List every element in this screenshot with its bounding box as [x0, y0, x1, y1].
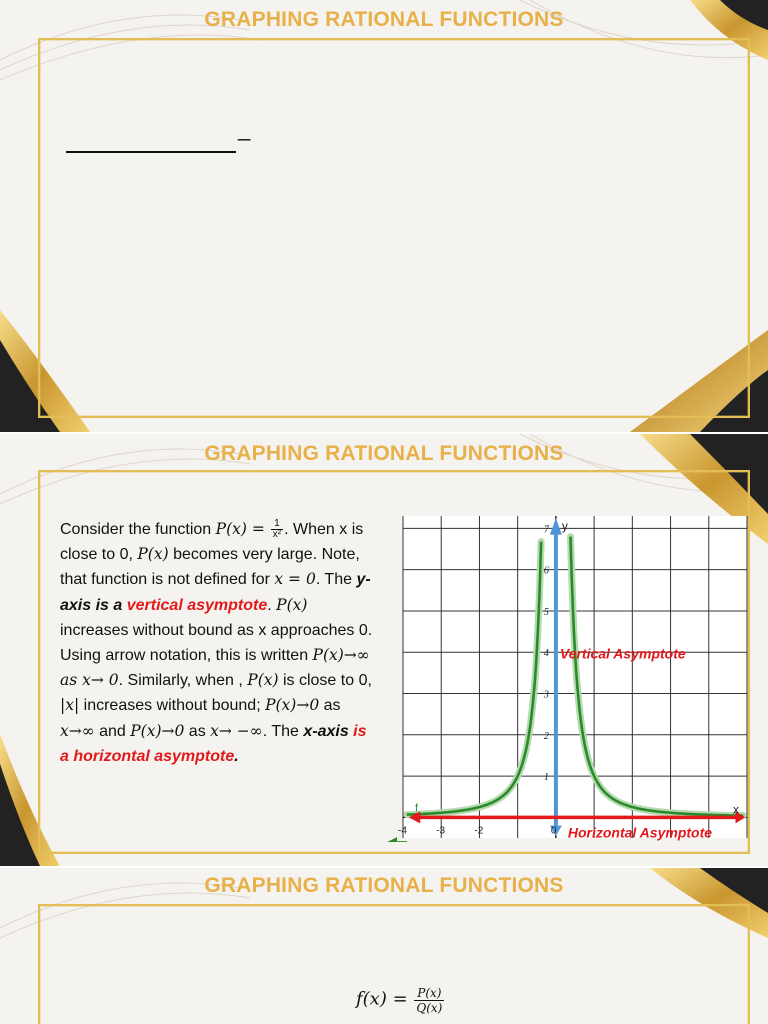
blank-line [66, 151, 236, 153]
y-tick-label: 1 [543, 772, 549, 784]
horizontal-asymptote-label: Horizontal Asymptote [567, 824, 713, 841]
slide-title: GRAPHING RATIONAL FUNCTIONS [204, 442, 564, 465]
slide-3 [0, 868, 768, 1024]
content-frame [38, 38, 750, 418]
x-tick-label: -4 [398, 825, 407, 837]
fraction-1-over-x-squared: $\frac{1}{\text{x²}}$ [272, 518, 282, 541]
slide-title: GRAPHING RATIONAL FUNCTIONS [204, 874, 564, 897]
x-tick-label: 0 [550, 825, 557, 837]
reciprocal-square-chart [385, 512, 750, 842]
x-tick-label: -2 [474, 825, 484, 837]
y-tick-label: 6 [543, 565, 549, 577]
y-axis-label: y [561, 519, 568, 533]
x-tick-label: -3 [436, 825, 446, 837]
vertical-asymptote-label: Vertical Asymptote [559, 645, 686, 662]
slide-1 [0, 0, 768, 432]
function-label: f [415, 802, 419, 815]
rational-function-formula: f(x) = $\frac{P(x)}{Q(x)}$ [356, 986, 443, 1015]
y-tick-label: 4 [543, 648, 549, 660]
explanation-paragraph: Consider the function P(x) = $\frac{1}{\text{x²}}$ . When x is close to 0, P(x) becomes very large. Note, that function is not defined for x = 0. The y-axis is a vertical asymptote. P(x) increases without bound as x approaches 0. Using arrow notation, this is written P(x)→∞ as x→ 0. Similarly, when , P(x) is close to 0, |x| increases without bound; P(x)→0 as x→∞ and P(x)→0 as x→ −∞. The x-axis is a horizontal asymptote. [60, 518, 373, 765]
y-tick-label: 3 [543, 689, 549, 701]
y-tick-label: 5 [543, 606, 549, 618]
slide-2 [0, 434, 768, 866]
blank-mark: _ [238, 116, 251, 141]
formula-fraction: $\frac{P(x)}{Q(x)}$ [416, 986, 443, 1015]
slide-title: GRAPHING RATIONAL FUNCTIONS [204, 8, 564, 31]
y-tick-label: 7 [543, 524, 549, 536]
x-axis-label: x [733, 802, 739, 817]
y-tick-label: 2 [543, 730, 549, 742]
